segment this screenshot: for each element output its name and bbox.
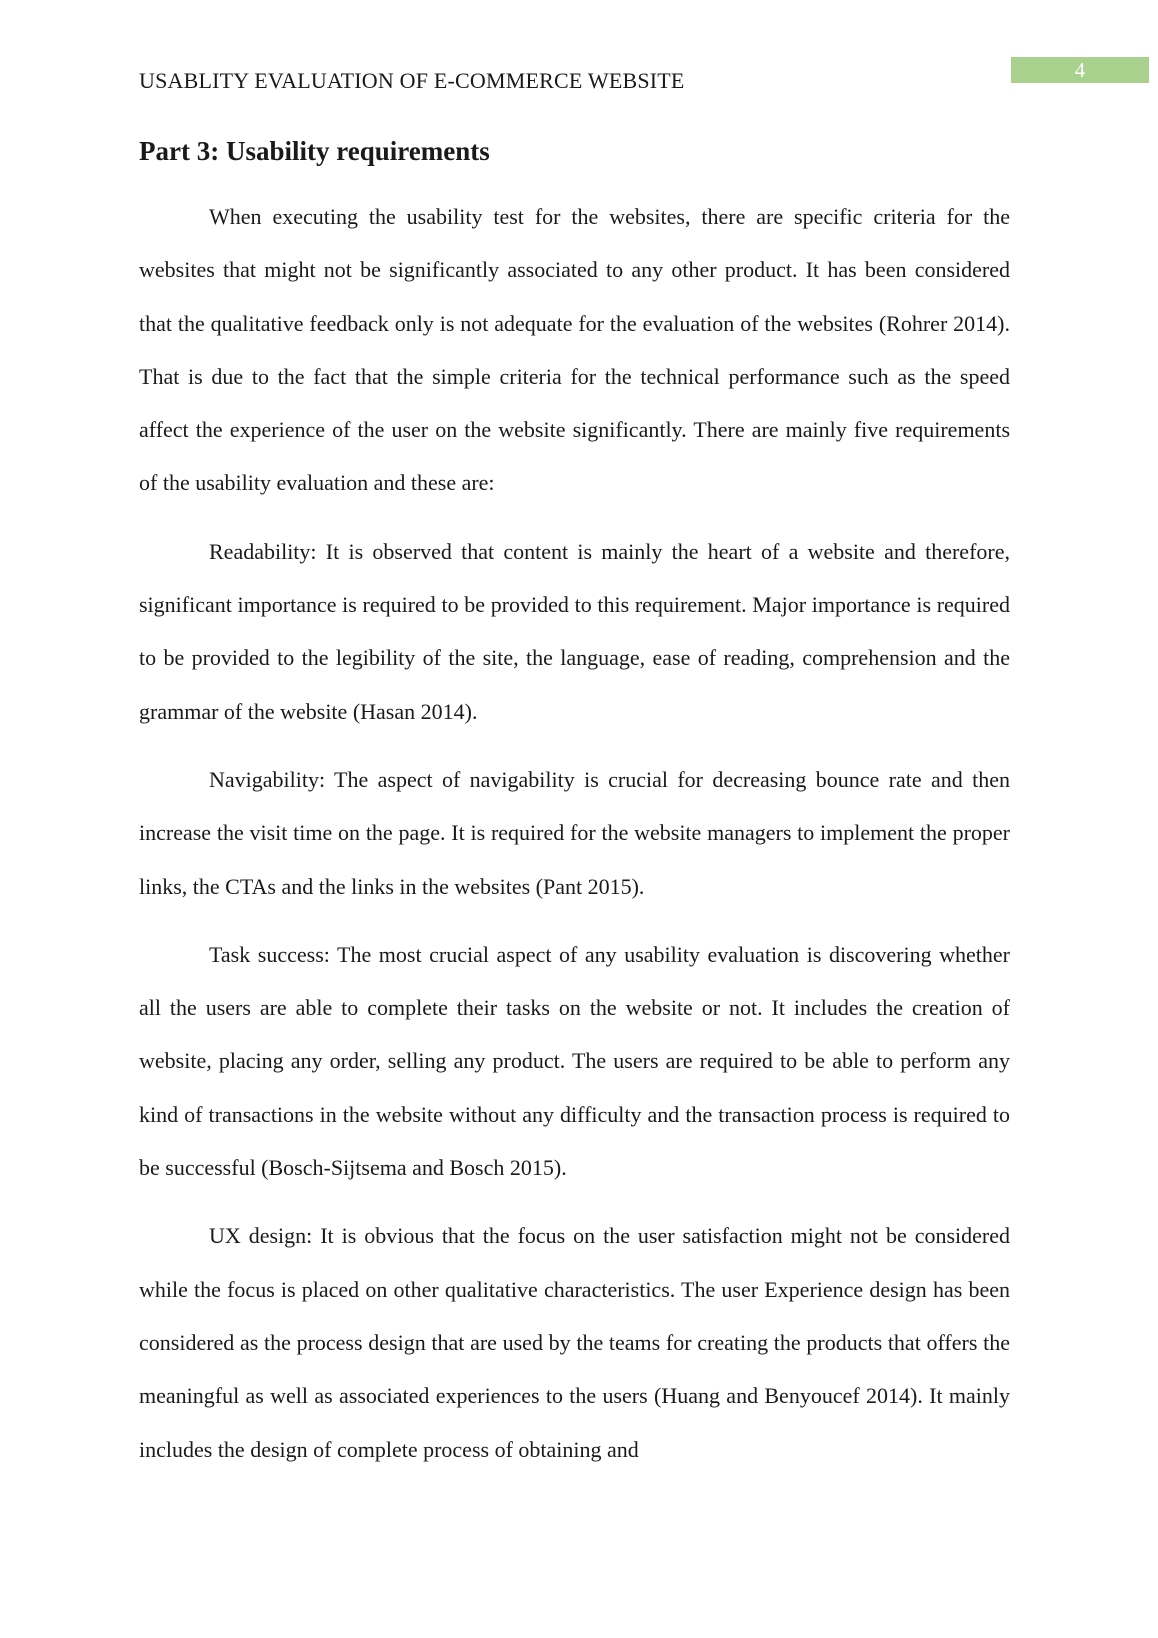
paragraph-task-success: Task success: The most crucial aspect of any usability evaluation is discovering whether all the users are able to complete their tasks on the website or not. It includes the creation of website, placing any order, selling any product. The users are required to be able to perform any kind of transactions in the website without any difficulty and the transaction process is required to be successful (Bosch-Sijtsema and Bosch 2015). <box>139 941 1010 1181</box>
paragraph-navigability: Navigability: The aspect of navigability is crucial for decreasing bounce rate and then increase the visit time on the page. It is required for the website managers to implement the proper links, the CTAs and the links in the websites (Pant 2015). <box>139 766 1010 899</box>
running-header-title: USABLITY EVALUATION OF E-COMMERCE WEBSITE <box>139 68 685 93</box>
page-number: 4 <box>1011 57 1149 83</box>
paragraph-intro: When executing the usability test for the websites, there are specific criteria for the websites that might not be significantly associated to any other product. It has been considered that the qualitative feedback only is not adequate for the evaluation of the websites (Rohrer 2014). That is due to the fact that the simple criteria for the technical performance such as the speed affect the experience of the user on the website significantly. There are mainly five requirements of the usability evaluation and these are: <box>139 204 1010 496</box>
section-heading: Part 3: Usability requirements <box>139 136 490 166</box>
paragraph-ux-design: UX design: It is obvious that the focus on the user satisfaction might not be considered while the focus is placed on other qualitative characteristics. The user Experience design has been considered as the process design that are used by the teams for creating the products that offers the meaningful as well as associated experiences to the users (Huang and Benyoucef 2014). It mainly includes the design of complete process of obtaining and <box>139 1223 1010 1462</box>
body-text <box>139 190 1010 1491</box>
paragraph-readability: Readability: It is observed that content is mainly the heart of a website and therefore, significant importance is required to be provided to this requirement. Major importance is required to be provided to the legibility of the site, the language, ease of reading, comprehension and the grammar of the website (Hasan 2014). <box>139 538 1010 724</box>
